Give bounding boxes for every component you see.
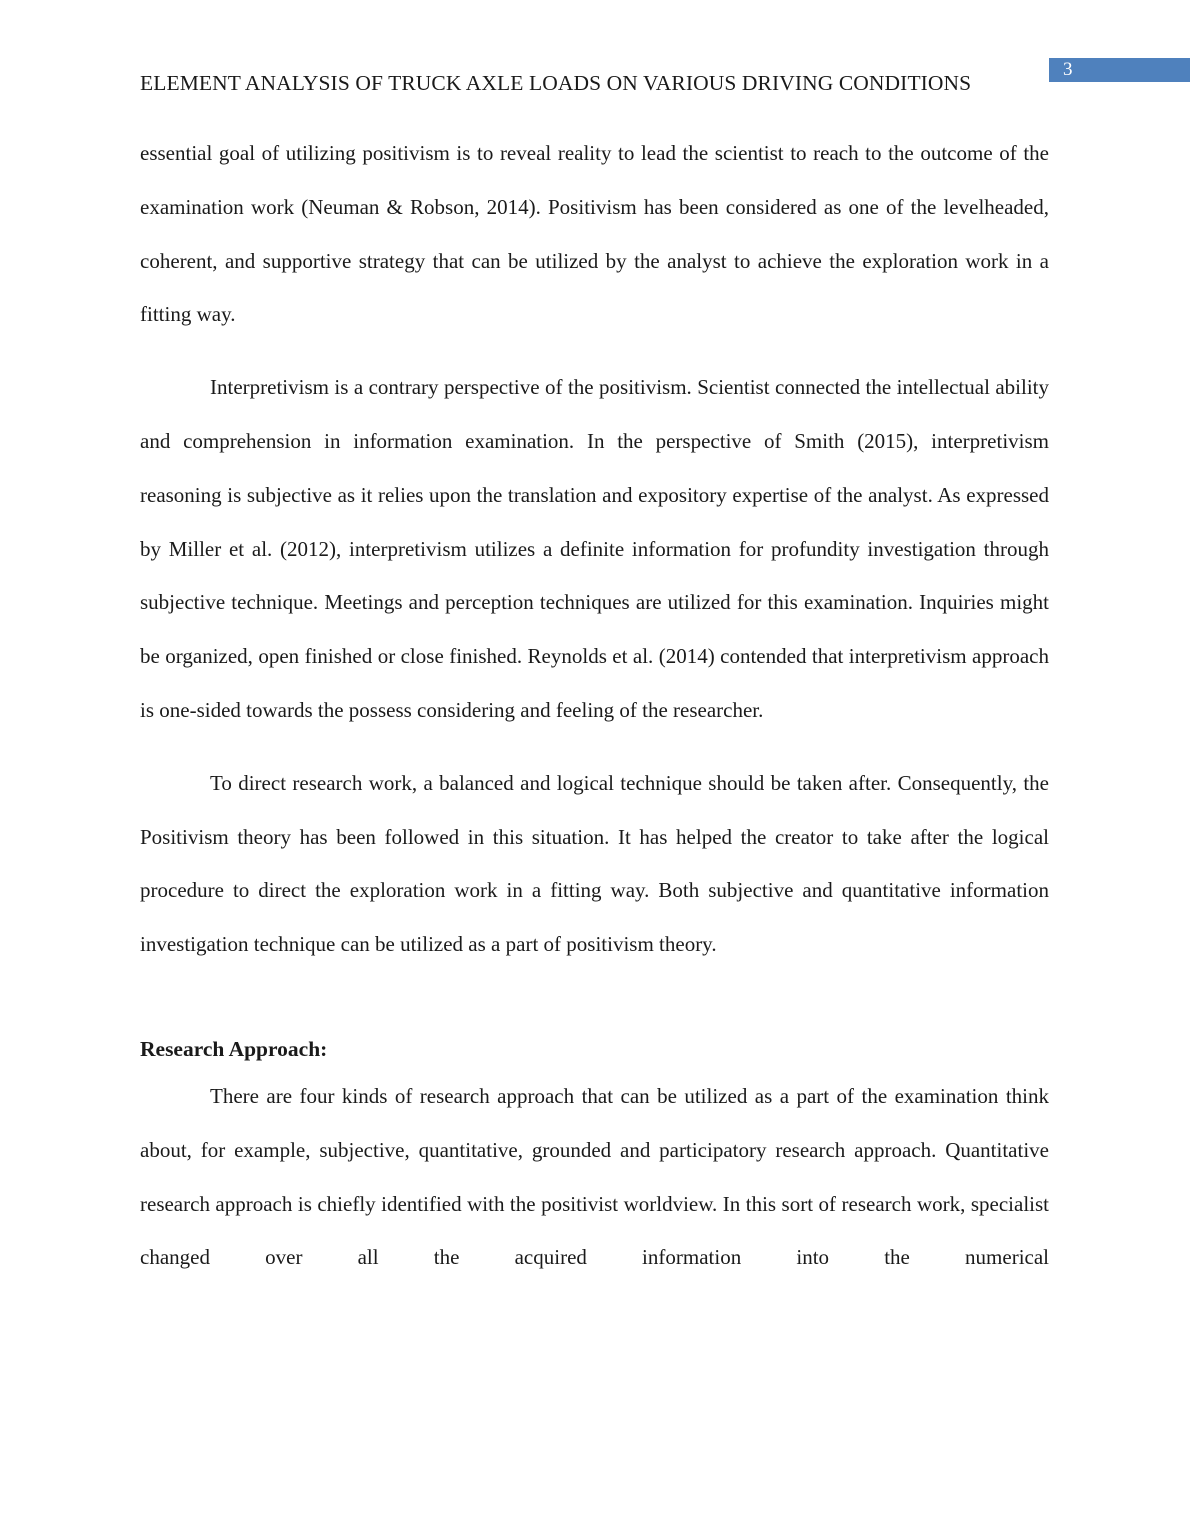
paragraph-research-approach: There are four kinds of research approach that can be utilized as a part of the examination think about, for example, subjective, quantitative, grounded and participatory research approach. Quantitative research approach is chiefly identified with the positivist worldview. In this sort of research work, specialist changed over all the acquired information into the numerical [140, 1083, 1049, 1270]
section-heading-research-approach: Research Approach: [140, 1036, 328, 1061]
paragraph-positivism-choice: To direct research work, a balanced and logical technique should be taken after. Consequently, the Positivism theory has been followed in this situation. It has helped the creator to take after the logical procedure to direct the exploration work in a fitting way. Both subjective and quantitative information investigation technique can be utilized as a part of positivism theory. [140, 770, 1049, 957]
paragraph-continuation: essential goal of utilizing positivism is to reveal reality to lead the scientist to reach to the outcome of the examination work (Neuman & Robson, 2014). Positivism has been considered as one of the levelheaded, coherent, and supportive strategy that can be utilized by the analyst to achieve the exploration work in a fitting way. [140, 141, 1049, 327]
document-body [140, 127, 1049, 1285]
paragraph-interpretivism: Interpretivism is a contrary perspective of the positivism. Scientist connected the intellectual ability and comprehension in information examination. In the perspective of Smith (2015), interpretivism reasoning is subjective as it relies upon the translation and expository expertise of the analyst. As expressed by Miller et al. (2012), interpretivism utilizes a definite information for profundity investigation through subjective technique. Meetings and perception techniques are utilized for this examination. Inquiries might be organized, open finished or close finished. Reynolds et al. (2014) contended that interpretivism approach is one-sided towards the possess considering and feeling of the researcher. [140, 375, 1049, 722]
page-number: 3 [1049, 58, 1190, 82]
running-head: ELEMENT ANALYSIS OF TRUCK AXLE LOADS ON VARIOUS DRIVING CONDITIONS [140, 71, 972, 95]
